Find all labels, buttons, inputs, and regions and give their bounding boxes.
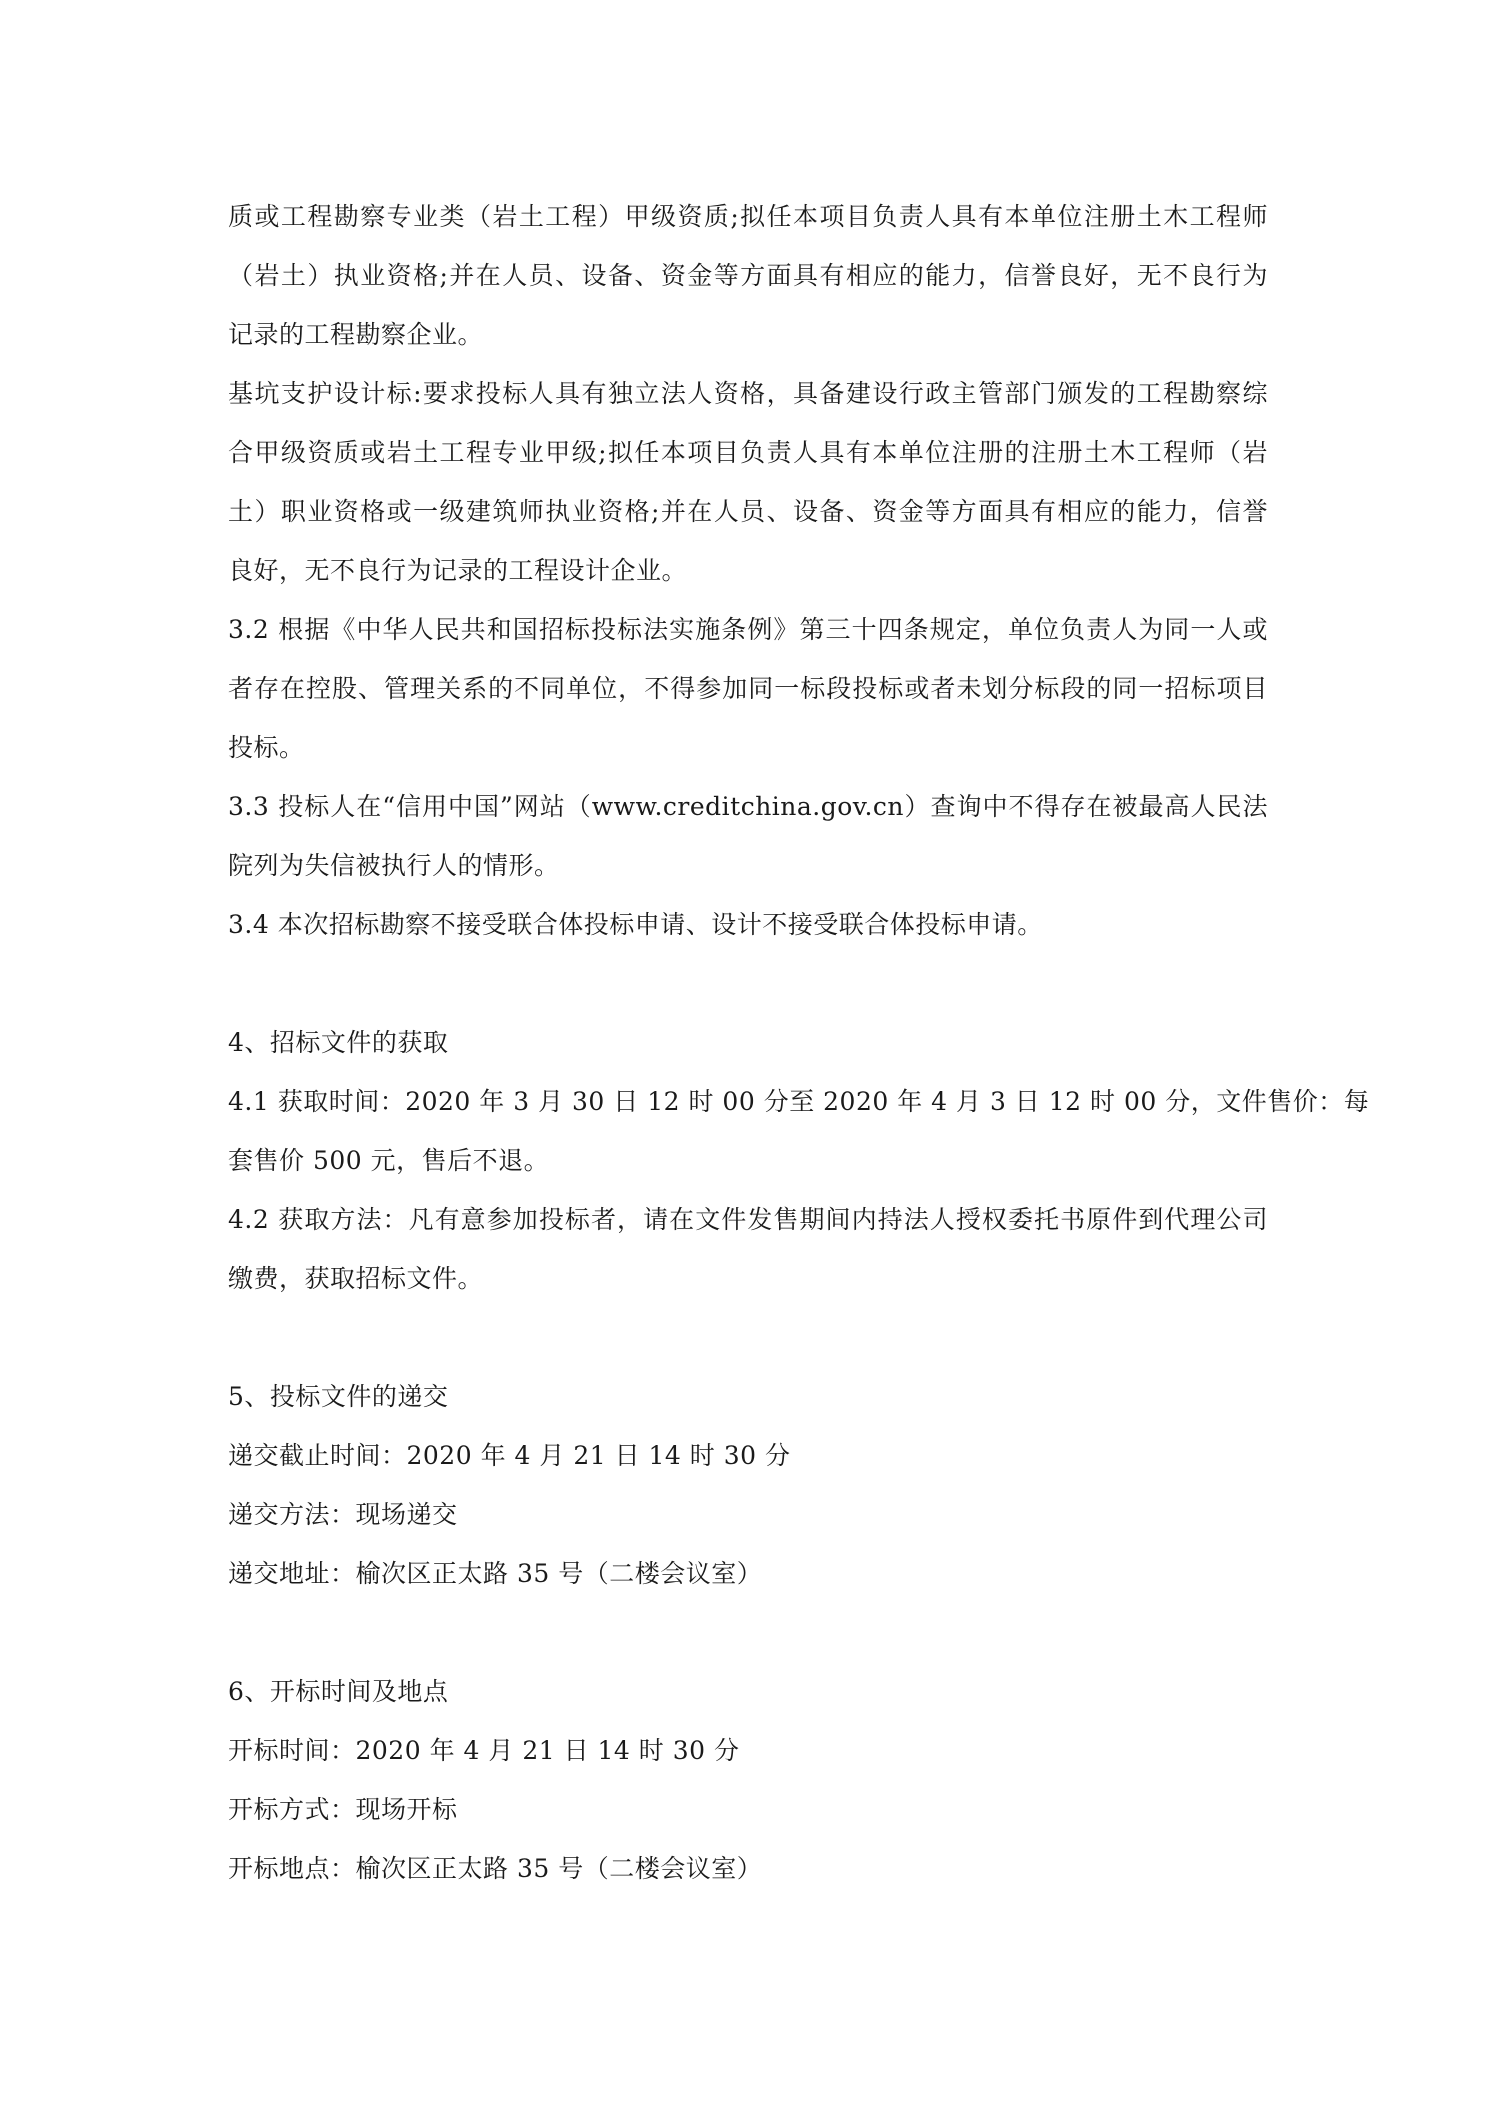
paragraph-line: 基坑支护设计标:要求投标人具有独立法人资格，具备建设行政主管部门颁发的工程勘察综 [228, 379, 1268, 408]
blank-line [228, 1308, 1268, 1367]
paragraph-line: 缴费，获取招标文件。 [228, 1264, 484, 1293]
paragraph-line: 记录的工程勘察企业。 [228, 320, 484, 349]
paragraph-line: 土）职业资格或一级建筑师执业资格;并在人员、设备、资金等方面具有相应的能力，信誉 [228, 497, 1268, 526]
paragraph-line: 3.4 本次招标勘察不接受联合体投标申请、设计不接受联合体投标申请。 [228, 910, 1043, 939]
paragraph-line: 3.2 根据《中华人民共和国招标投标法实施条例》第三十四条规定，单位负责人为同一人或 [228, 615, 1268, 644]
paragraph-line: 3.3 投标人在“信用中国”网站（www.creditchina.gov.cn）查询中不得存在被最高人民法 [228, 792, 1268, 821]
paragraph-line: 投标。 [228, 733, 305, 762]
paragraph-line: 合甲级资质或岩土工程专业甲级;拟任本项目负责人具有本单位注册的注册土木工程师（岩 [228, 438, 1268, 467]
paragraph-line: 4.2 获取方法：凡有意参加投标者，请在文件发售期间内持法人授权委托书原件到代理公司 [228, 1205, 1268, 1234]
section-heading: 5、投标文件的递交 [228, 1382, 449, 1411]
section-heading: 6、开标时间及地点 [228, 1677, 449, 1706]
paragraph-line: 院列为失信被执行人的情形。 [228, 851, 560, 880]
paragraph-line: 开标时间：2020 年 4 月 21 日 14 时 30 分 [228, 1736, 740, 1765]
paragraph-line: 开标地点：榆次区正太路 35 号（二楼会议室） [228, 1854, 763, 1883]
section-heading: 4、招标文件的获取 [228, 1028, 449, 1057]
blank-line [228, 1603, 1268, 1662]
paragraph-line: 套售价 500 元，售后不退。 [228, 1146, 550, 1175]
paragraph-line: 质或工程勘察专业类（岩土工程）甲级资质;拟任本项目负责人具有本单位注册土木工程师 [228, 202, 1268, 231]
paragraph-line: 良好，无不良行为记录的工程设计企业。 [228, 556, 688, 585]
paragraph-line: 递交截止时间：2020 年 4 月 21 日 14 时 30 分 [228, 1441, 791, 1470]
blank-line [228, 954, 1268, 1013]
paragraph-line: 4.1 获取时间：2020 年 3 月 30 日 12 时 00 分至 2020 年 4 月 3 日 12 时 00 分，文件售价：每 [228, 1087, 1370, 1116]
paragraph-line: 者存在控股、管理关系的不同单位，不得参加同一标段投标或者未划分标段的同一招标项目 [228, 674, 1268, 703]
paragraph-line: 递交地址：榆次区正太路 35 号（二楼会议室） [228, 1559, 763, 1588]
document-body [228, 187, 1370, 1898]
paragraph-line: 开标方式：现场开标 [228, 1795, 458, 1824]
paragraph-line: 递交方法：现场递交 [228, 1500, 458, 1529]
paragraph-line: （岩土）执业资格;并在人员、设备、资金等方面具有相应的能力，信誉良好，无不良行为 [228, 261, 1268, 290]
